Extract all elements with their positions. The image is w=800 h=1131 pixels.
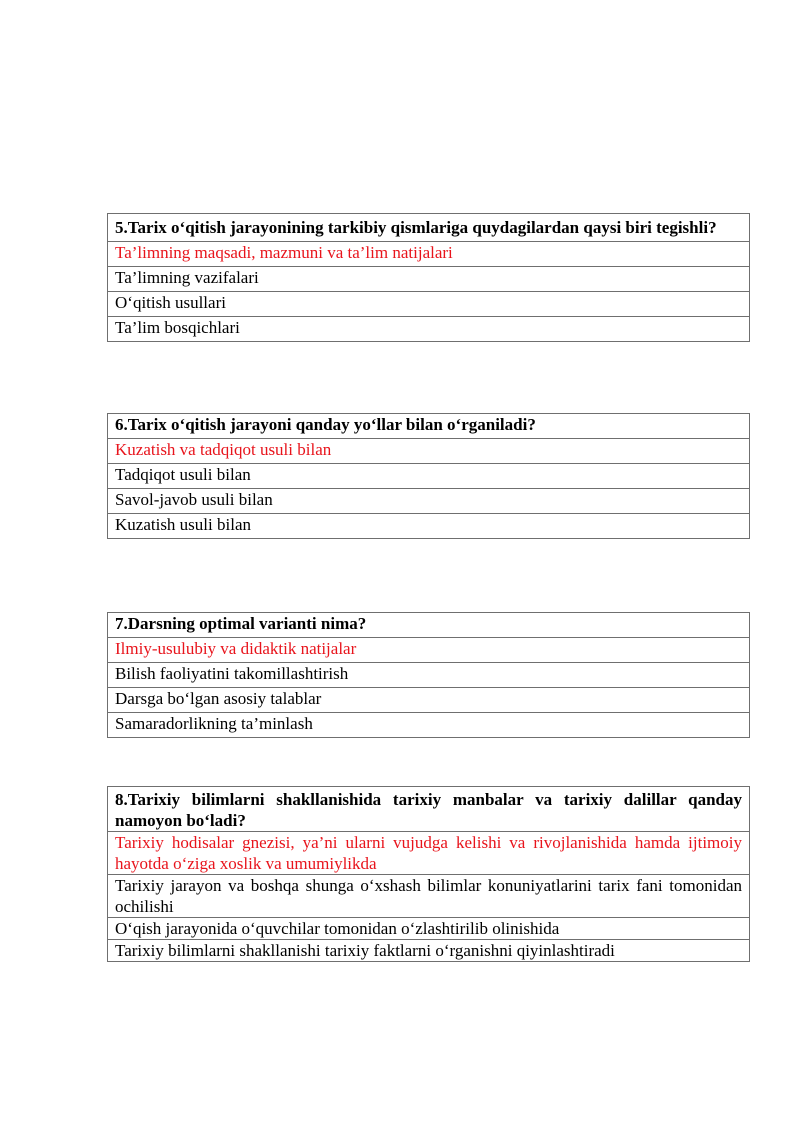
question-text: 5.Tarix o‘qitish jarayonining tarkibiy qismlariga quydagilardan qaysi biri tegishli? bbox=[108, 214, 750, 242]
answer-option: Kuzatish usuli bilan bbox=[108, 514, 750, 539]
question-8-table bbox=[107, 786, 750, 962]
answer-option-correct: Tarixiy hodisalar gnezisi, ya’ni ularni vujudga kelishi va rivojlanishida hamda ijtimoiy hayotda o‘ziga xoslik va umumiylikda bbox=[108, 832, 750, 875]
question-text: 7.Darsning optimal varianti nima? bbox=[108, 613, 750, 638]
answer-option: Ta’limning vazifalari bbox=[108, 267, 750, 292]
answer-option: O‘qitish usullari bbox=[108, 292, 750, 317]
question-text: 6.Tarix o‘qitish jarayoni qanday yo‘llar bilan o‘rganiladi? bbox=[108, 414, 750, 439]
answer-option-correct: Kuzatish va tadqiqot usuli bilan bbox=[108, 439, 750, 464]
answer-option-correct: Ta’limning maqsadi, mazmuni va ta’lim natijalari bbox=[108, 242, 750, 267]
answer-option: O‘qish jarayonida o‘quvchilar tomonidan o‘zlashtirilib olinishida bbox=[108, 918, 750, 940]
answer-option-correct: Ilmiy-usulubiy va didaktik natijalar bbox=[108, 638, 750, 663]
answer-option: Tarixiy bilimlarni shakllanishi tarixiy faktlarni o‘rganishni qiyinlashtiradi bbox=[108, 940, 750, 962]
answer-option: Ta’lim bosqichlari bbox=[108, 317, 750, 342]
question-6-table bbox=[107, 413, 750, 539]
question-text: 8.Tarixiy bilimlarni shakllanishida tarixiy manbalar va tarixiy dalillar qanday namoyon bo‘ladi? bbox=[108, 787, 750, 832]
answer-option: Darsga bo‘lgan asosiy talablar bbox=[108, 688, 750, 713]
answer-option: Samaradorlikning ta’minlash bbox=[108, 713, 750, 738]
answer-option: Tarixiy jarayon va boshqa shunga o‘xshash bilimlar konuniyatlarini tarix fani tomonidan ochilishi bbox=[108, 875, 750, 918]
question-7-table bbox=[107, 612, 750, 738]
answer-option: Tadqiqot usuli bilan bbox=[108, 464, 750, 489]
answer-option: Bilish faoliyatini takomillashtirish bbox=[108, 663, 750, 688]
answer-option: Savol-javob usuli bilan bbox=[108, 489, 750, 514]
question-5-table bbox=[107, 213, 750, 342]
